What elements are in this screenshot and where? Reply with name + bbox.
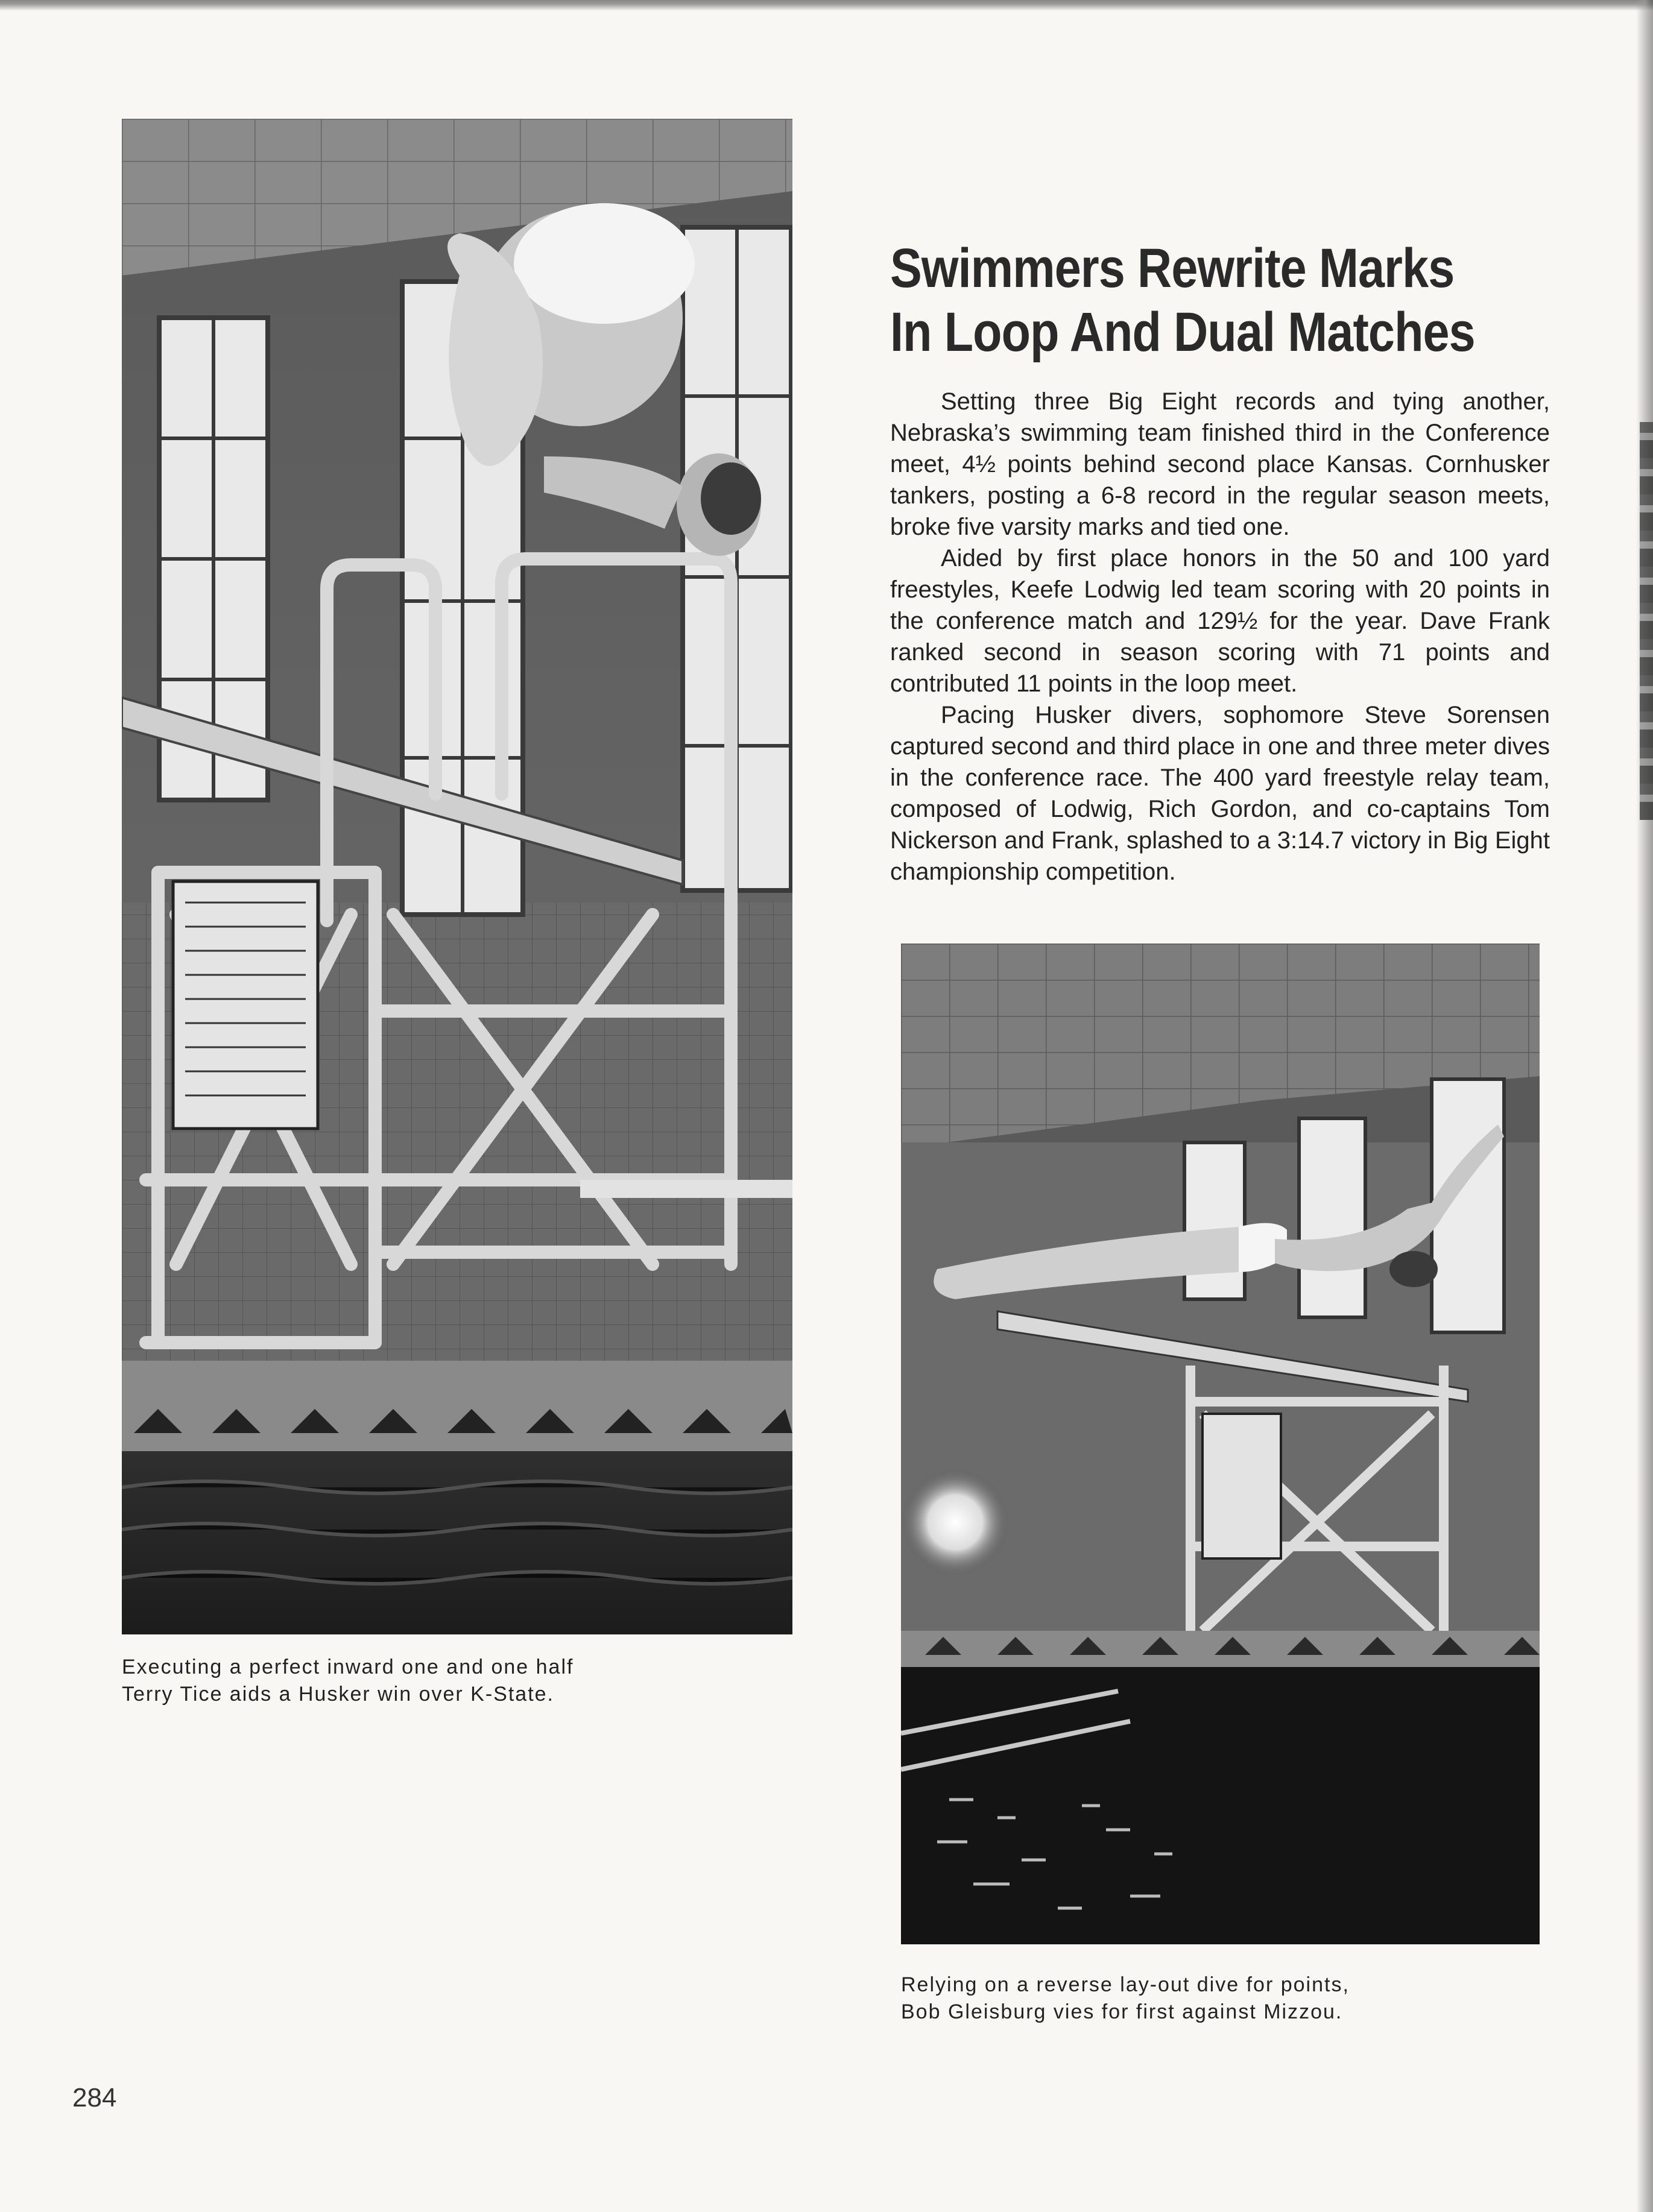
scan-edge-right: [1636, 0, 1653, 2212]
paragraph: Pacing Husker divers, sophomore Steve Sorensen captured second and third place in one and three meter dives in the conference race. The 400 yard freestyle relay team, composed of Lodwig, Rich Gordon, and co-captains Tom Nickerson and Frank, splashed to a 3:14.7 victory in Big Eight championship competition.: [890, 702, 1550, 885]
title-line-2: In Loop And Dual Matches: [890, 301, 1475, 363]
diver-tuck-photo: [122, 119, 792, 1634]
scan-strip: [1640, 422, 1653, 820]
article-body: [890, 386, 1550, 887]
caption-line: Terry Tice aids a Husker win over K-State.: [122, 1683, 555, 1706]
title-line-1: Swimmers Rewrite Marks: [890, 238, 1455, 299]
paragraph: Aided by first place honors in the 50 and 100 yard freestyles, Keefe Lodwig led team scoring with 20 points in the conference match and 129½ for the year. Dave Frank ranked second in season scoring with 71 points and contributed 11 points in the loop meet.: [890, 545, 1550, 697]
diver-layout-photo: [901, 944, 1540, 1944]
left-photo-caption: [122, 1654, 574, 1708]
paragraph: Setting three Big Eight records and tying another, Nebraska’s swimming team finished third in the Conference meet, 4½ points behind second place Kansas. Cornhusker tankers, posting a 6-8 record in the regular season meets, broke five varsity marks and tied one.: [890, 388, 1550, 540]
page-number: 284: [72, 2083, 117, 2113]
caption-line: Bob Gleisburg vies for first against Mizzou.: [901, 2000, 1343, 2023]
caption-line: Executing a perfect inward one and one half: [122, 1656, 574, 1678]
right-photo-caption: [901, 1971, 1350, 2026]
caption-line: Relying on a reverse lay-out dive for points,: [901, 1973, 1350, 1996]
scan-edge-top: [0, 0, 1653, 11]
article-title: [890, 236, 1475, 364]
